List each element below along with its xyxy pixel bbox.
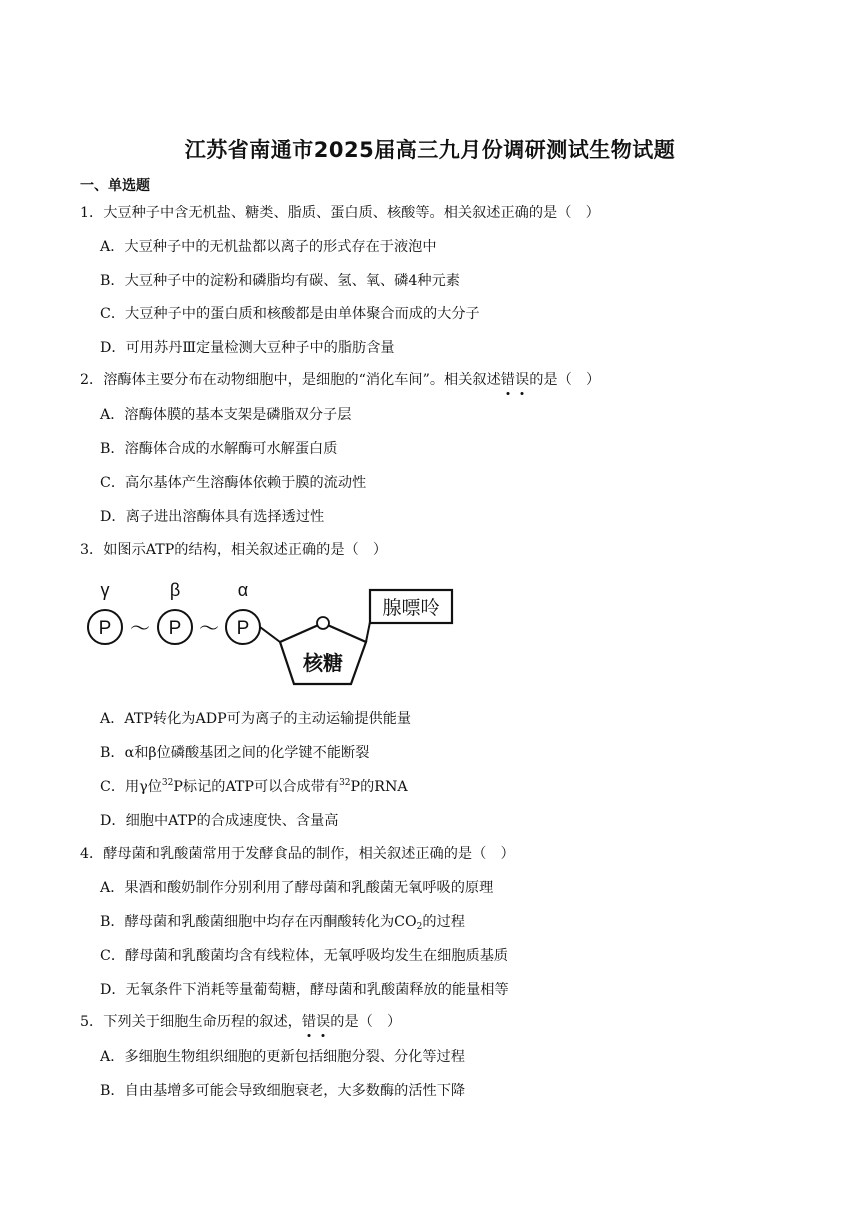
bond-line — [366, 622, 370, 642]
isotope-superscript: 32 — [339, 778, 351, 788]
subscript: 2 — [416, 922, 423, 932]
question-5-stem-end: 的是（ ） — [330, 1014, 402, 1030]
question-5-stem — [80, 1012, 401, 1032]
question-3-option-c — [100, 777, 408, 797]
adenine-label: 腺嘌呤 — [382, 598, 440, 619]
question-5-stem-text: 5．下列关于细胞生命历程的叙述， — [80, 1014, 302, 1030]
high-energy-bond: ～ — [199, 618, 219, 640]
question-1-stem: 1．大豆种子中含无机盐、糖类、脂质、蛋白质、核酸等。相关叙述正确的是（ ） — [80, 205, 600, 221]
question-4-option-a: A．果酒和酸奶制作分别利用了酵母菌和乳酸菌无氧呼吸的原理 — [100, 880, 494, 896]
question-4-stem: 4．酵母菌和乳酸菌常用于发酵食品的制作，相关叙述正确的是（ ） — [80, 846, 515, 862]
page-title: 江苏省南通市2025届高三九月份调研测试生物试题 — [184, 138, 676, 162]
question-2-stem-text: 2．溶酶体主要分布在动物细胞中，是细胞的“消化车间”。相关叙述 — [80, 372, 501, 388]
question-3-option-a: A．ATP转化为ADP可为离子的主动运输提供能量 — [100, 711, 412, 727]
question-2-stem-end: 的是（ ） — [529, 372, 601, 388]
question-1-option-a: A．大豆种子中的无机盐都以离子的形式存在于液泡中 — [100, 239, 437, 255]
bond-line — [260, 627, 280, 642]
option-text: B．酵母菌和乳酸菌细胞中均存在丙酮酸转化为CO — [100, 914, 417, 930]
question-2-option-d: D．离子进出溶酶体具有选择透过性 — [100, 509, 325, 525]
phosphate-label: P — [236, 618, 250, 639]
question-2-option-a: A．溶酶体膜的基本支架是磷脂双分子层 — [100, 407, 352, 423]
question-3-stem: 3．如图示ATP的结构，相关叙述正确的是（ ） — [80, 542, 388, 558]
atp-structure-diagram — [80, 580, 460, 690]
question-3-option-b: B．α和β位磷酸基团之间的化学键不能断裂 — [100, 745, 370, 761]
option-text: P的RNA — [350, 779, 408, 795]
gamma-label: γ — [100, 580, 110, 600]
alpha-label: α — [237, 580, 249, 600]
ring-oxygen — [317, 617, 329, 629]
ribose-label: 核糖 — [303, 653, 343, 675]
beta-label: β — [169, 580, 181, 600]
option-text: P标记的ATP可以合成带有 — [173, 779, 340, 795]
isotope-superscript: 32 — [161, 778, 174, 788]
question-5-option-a: A．多细胞生物组织细胞的更新包括细胞分裂、分化等过程 — [100, 1049, 465, 1065]
emphasis-mark: 误 — [515, 372, 530, 388]
question-1-option-b: B．大豆种子中的淀粉和磷脂均有碳、氢、氧、磷4种元素 — [100, 273, 460, 289]
emphasis-mark: 错 — [500, 372, 515, 388]
question-4-option-c: C．酵母菌和乳酸菌均含有线粒体，无氧呼吸均发生在细胞质基质 — [100, 948, 509, 964]
section-heading: 一、单选题 — [80, 178, 150, 194]
question-1-option-c: C．大豆种子中的蛋白质和核酸都是由单体聚合而成的大分子 — [100, 306, 480, 322]
question-2-stem — [80, 370, 600, 390]
phosphate-label: P — [168, 618, 182, 639]
option-text: 的过程 — [422, 914, 465, 930]
emphasis-mark: 误 — [316, 1014, 331, 1030]
question-4-option-d: D．无氧条件下消耗等量葡萄糖，酵母菌和乳酸菌释放的能量相等 — [100, 982, 509, 998]
emphasis-mark: 错 — [301, 1014, 317, 1030]
phosphate-label: P — [98, 618, 112, 639]
high-energy-bond: ～ — [130, 618, 150, 640]
question-2-option-b: B．溶酶体合成的水解酶可水解蛋白质 — [100, 441, 338, 457]
option-text: C．用γ位 — [100, 779, 162, 795]
question-2-option-c: C．高尔基体产生溶酶体依赖于膜的流动性 — [100, 475, 367, 491]
question-1-option-d: D．可用苏丹Ⅲ定量检测大豆种子中的脂肪含量 — [100, 340, 395, 356]
question-3-option-d: D．细胞中ATP的合成速度快、含量高 — [100, 813, 339, 829]
question-5-option-b: B．自由基增多可能会导致细胞衰老，大多数酶的活性下降 — [100, 1083, 466, 1099]
question-4-option-b — [100, 912, 465, 932]
